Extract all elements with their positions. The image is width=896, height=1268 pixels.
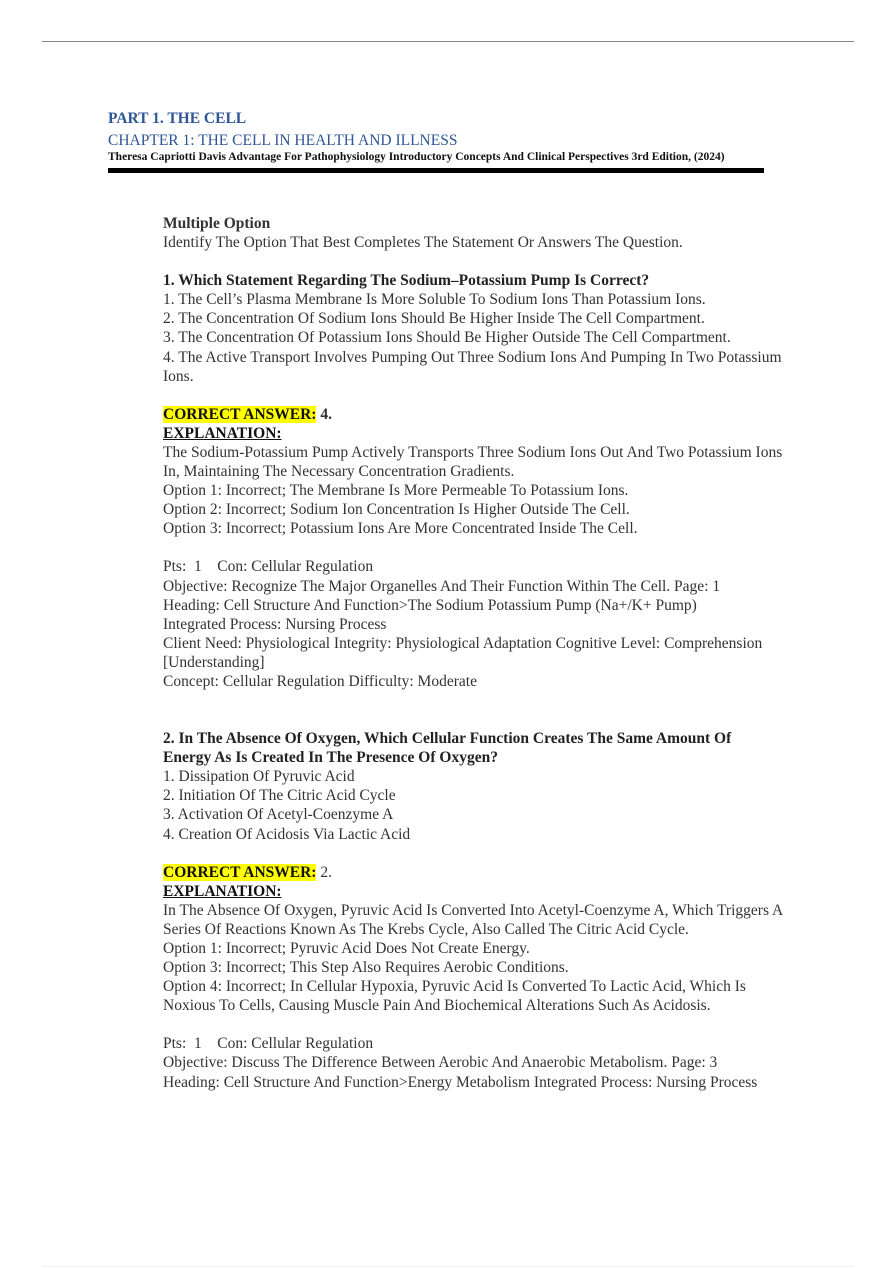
question-1-option: 1. The Cell’s Plasma Membrane Is More Soluble To Sodium Ions Than Potassium Ions. [163,291,706,309]
question-2-option: 2. Initiation Of The Citric Acid Cycle [163,787,396,805]
question-2-option: 1. Dissipation Of Pyruvic Acid [163,768,355,786]
document-header [108,109,764,173]
instruction-text: Identify The Option That Best Completes The Statement Or Answers The Question. [163,234,683,252]
answer-value: 4. [320,405,332,423]
explanation-text: Option 4: Incorrect; In Cellular Hypoxia, Pyruvic Acid Is Converted To Lactic Acid, Which Is Noxious To Cells, Causing Muscle Pain And Biochemical Alterations Such As Acidosis. [163,978,746,1015]
question-meta: Heading: Cell Structure And Function>The Sodium Potassium Pump (Na+/K+ Pump) [163,596,697,614]
question-1-text: 1. Which Statement Regarding The Sodium–Potassium Pump Is Correct? [163,272,650,290]
question-meta: Heading: Cell Structure And Function>Energy Metabolism Integrated Process: Nursing Process [163,1073,758,1091]
source-citation: Theresa Capriotti Davis Advantage For Pathophysiology Introductory Concepts And Clinical Perspectives 3rd Edition, (2024) [108,151,725,163]
answer-label: CORRECT ANSWER: [163,405,317,423]
question-1-option: 4. The Active Transport Involves Pumping Out Three Sodium Ions And Pumping In Two Potassium Ions. [163,348,782,385]
question-2-answer [163,863,783,882]
section-title: Multiple Option [163,215,271,232]
question-meta: Client Need: Physiological Integrity: Physiological Adaptation Cognitive Level: Comprehension [Understanding] [163,634,763,671]
answer-label: CORRECT ANSWER: [163,863,317,881]
explanation-text: Option 3: Incorrect; Potassium Ions Are More Concentrated Inside The Cell. [163,520,638,538]
question-meta: Objective: Discuss The Difference Between Aerobic And Anaerobic Metabolism. Page: 3 [163,1054,718,1072]
question-2-option: 3. Activation Of Acetyl-Coenzyme A [163,806,394,824]
explanation-text: In The Absence Of Oxygen, Pyruvic Acid Is Converted Into Acetyl-Coenzyme A, Which Triggers A Series Of Reactions Known As The Krebs Cycle, Also Called The Citric Acid Cycle. [163,901,783,938]
explanation-text: Option 1: Incorrect; Pyruvic Acid Does Not Create Energy. [163,940,530,957]
question-meta: Concept: Cellular Regulation Difficulty: Moderate [163,672,477,690]
header-rule [108,168,764,173]
question-2-option: 4. Creation Of Acidosis Via Lactic Acid [163,825,411,843]
question-1-answer [163,405,783,424]
chapter-title: CHAPTER 1: THE CELL IN HEALTH AND ILLNESS [108,132,458,149]
question-meta: Integrated Process: Nursing Process [163,615,387,633]
question-1-option: 2. The Concentration Of Sodium Ions Should Be Higher Inside The Cell Compartment. [163,310,705,328]
explanation-text: Option 1: Incorrect; The Membrane Is More Permeable To Potassium Ions. [163,482,629,500]
question-meta: Objective: Recognize The Major Organelles And Their Function Within The Cell. Page: 1 [163,577,721,595]
question-meta: Pts: 1 Con: Cellular Regulation [163,1035,374,1053]
answer-value: 2. [320,863,332,881]
top-divider [42,41,854,42]
explanation-label: EXPLANATION: [163,882,282,900]
bottom-divider [42,1266,854,1267]
question-1-option: 3. The Concentration Of Potassium Ions Should Be Higher Outside The Cell Compartment. [163,329,731,347]
explanation-label: EXPLANATION: [163,424,282,442]
question-meta: Pts: 1 Con: Cellular Regulation [163,558,374,576]
explanation-text: Option 2: Incorrect; Sodium Ion Concentration Is Higher Outside The Cell. [163,501,630,519]
part-title: PART 1. THE CELL [108,110,247,127]
explanation-text: Option 3: Incorrect; This Step Also Requires Aerobic Conditions. [163,959,569,977]
explanation-text: The Sodium-Potassium Pump Actively Transports Three Sodium Ions Out And Two Potassium Ions In, Maintaining The Necessary Concentration Gradients. [163,443,783,481]
document-body [163,214,783,1092]
question-2-text: 2. In The Absence Of Oxygen, Which Cellular Function Creates The Same Amount Of Energy As Is Created In The Presence Of Oxygen? [163,730,732,767]
